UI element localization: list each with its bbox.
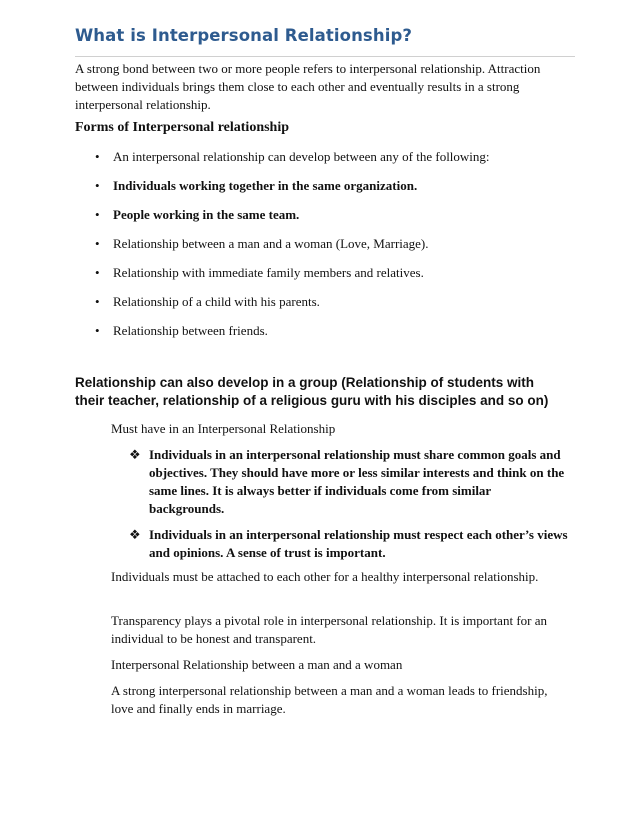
group-heading: Relationship can also develop in a group (Relationship of students with their teacher, relationship of a religious guru with his disciples and so on) [75,375,549,408]
bullet-icon: • [95,207,100,222]
title-divider [75,56,575,57]
paragraph-man-woman-heading: Interpersonal Relationship between a man and a woman [111,657,403,672]
diamond-item [129,526,569,562]
bullet-text: Relationship between a man and a woman (Love, Marriage). [113,236,429,251]
bullet-icon: • [95,236,100,251]
bullet-text: Individuals working together in the same organization. [113,178,418,193]
bullet-icon: • [95,178,100,193]
bullet-icon: • [95,294,100,309]
diamond-bullet-icon: ❖ [129,447,141,462]
paragraph-man-woman: A strong interpersonal relationship between a man and a woman leads to friendship, love and finally ends in marriage. [111,683,548,716]
must-have-heading: Must have in an Interpersonal Relationship [111,421,336,436]
bullet-icon: • [95,149,100,164]
diamond-item [129,446,569,518]
bullet-icon: • [95,265,100,280]
diamond-bullet-icon: ❖ [129,527,141,542]
diamond-text: Individuals in an interpersonal relationship must respect each other’s views and opinions. A sense of trust is important. [149,527,568,560]
paragraph-transparency: Transparency plays a pivotal role in interpersonal relationship. It is important for an individual to be honest and transparent. [111,613,547,646]
page-title: What is Interpersonal Relationship? [75,26,413,45]
bullet-text: Relationship with immediate family members and relatives. [113,265,424,280]
bullet-icon: • [95,323,100,338]
diamond-text: Individuals in an interpersonal relationship must share common goals and objectives. They should have more or less similar interests and think on the same lines. It is always better if individuals come from similar backgrounds. [149,447,565,516]
paragraph-attachment: Individuals must be attached to each other for a healthy interpersonal relationship. [111,569,539,584]
bullet-text: People working in the same team. [113,207,300,222]
bullet-text: Relationship between friends. [113,323,268,338]
bullet-text: Relationship of a child with his parents. [113,294,320,309]
intro-paragraph: A strong bond between two or more people refers to interpersonal relationship. Attraction between individuals brings them close to each other and eventually results in a strong interpersonal relationship. [75,61,541,112]
bullet-text: An interpersonal relationship can develop between any of the following: [113,149,490,164]
forms-heading: Forms of Interpersonal relationship [75,120,290,135]
